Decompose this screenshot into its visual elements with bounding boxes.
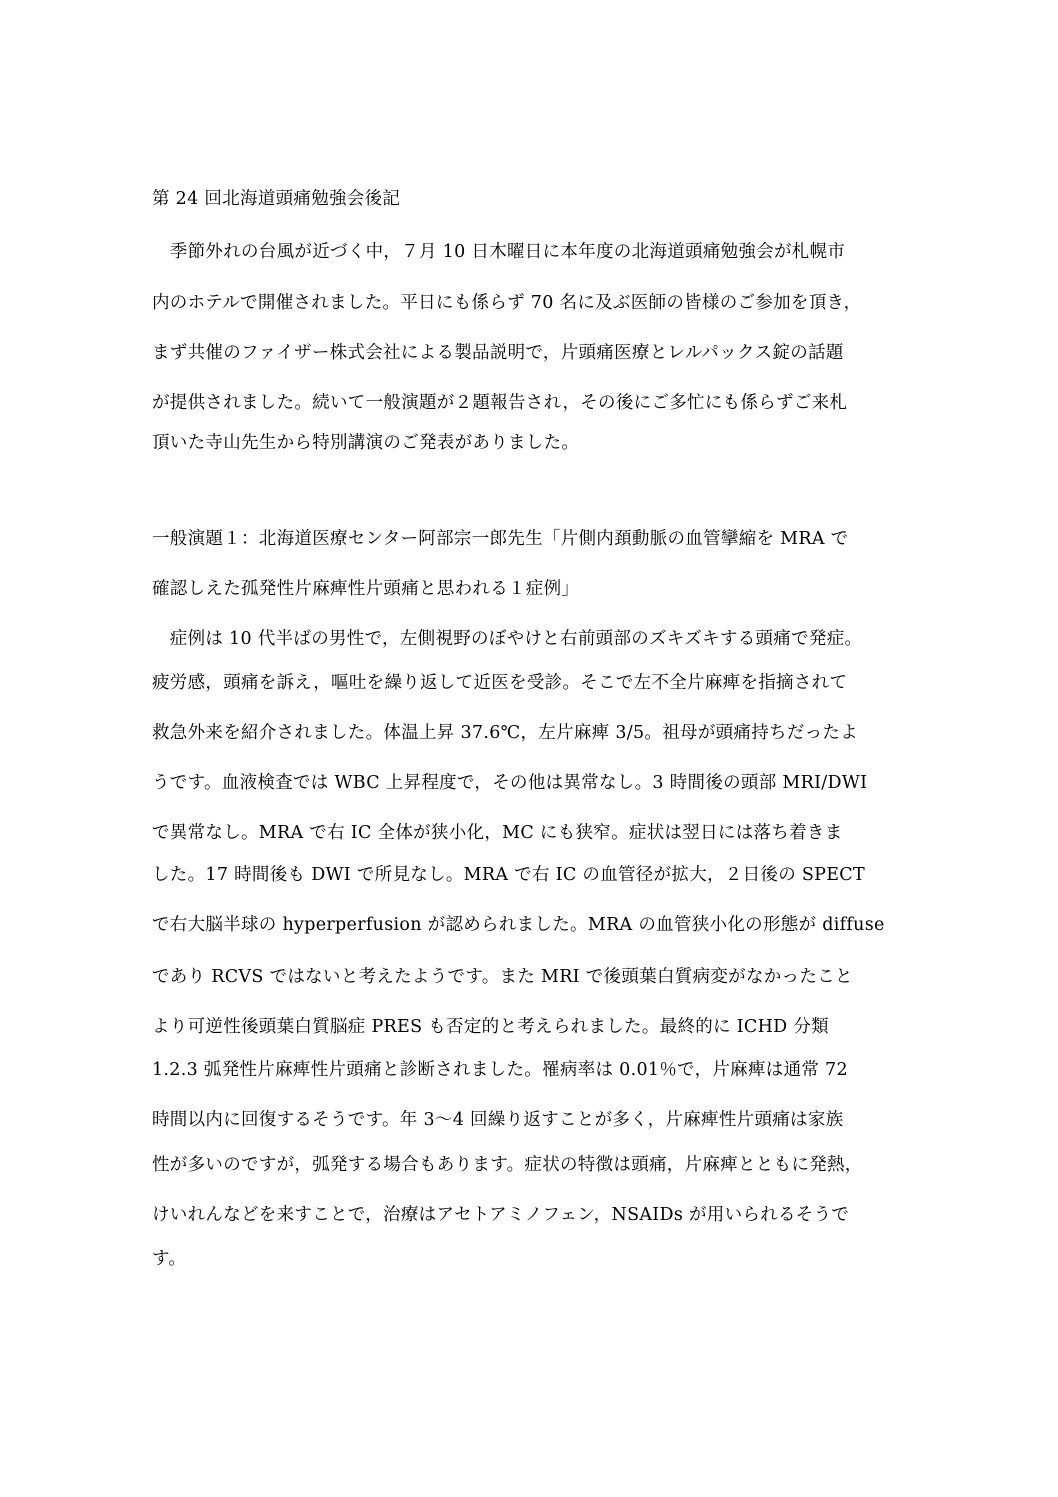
body-line: であり RCVS ではないと考えたようです。また MRI で後頭葉白質病変がなかったこと [152, 967, 853, 987]
body-line: 時間以内に回復するそうです。年 3～4 回繰り返すことが多く，片麻痺性片頭痛は家族 [152, 1110, 844, 1130]
body-line: 救急外来を紹介されました。体温上昇 37.6℃，左片麻痺 3/5。祖母が頭痛持ちだったよ [152, 723, 859, 743]
body-line: うです。血液検査では WBC 上昇程度で，その他は異常なし。3 時間後の頭部 MRI/DWI [152, 773, 868, 793]
body-line: 症例は 10 代半ばの男性で，左側視野のぼやけと右前頭部のズキズキする頭痛で発症。 [152, 629, 863, 649]
intro-line: 内のホテルで開催されました。平日にも係らず 70 名に及ぶ医師の皆様のご参加を頂き， [152, 293, 862, 313]
intro-line: 季節外れの台風が近づく中，７月 10 日木曜日に本年度の北海道頭痛勉強会が札幌市 [152, 242, 846, 262]
body-line: より可逆性後頭葉白質脳症 PRES も否定的と考えられました。最終的に ICHD 分類 [152, 1017, 829, 1037]
body-line: 1.2.3 弧発性片麻痺性片頭痛と診断されました。罹病率は 0.01％で，片麻痺は通常 72 [152, 1060, 848, 1080]
intro-line: が提供されました。続いて一般演題が２題報告され，その後にご多忙にも係らずご来札 [152, 393, 848, 413]
body-line: す。 [152, 1249, 187, 1269]
body-line: 疲労感，頭痛を訴え，嘔吐を繰り返して近医を受診。そこで左不全片麻痺を指摘されて [152, 673, 848, 693]
document-title: 第 24 回北海道頭痛勉強会後記 [152, 189, 401, 209]
body-line: で右大脳半球の hyperperfusion が認められました。MRA の血管狭小化の形態が diffuse [152, 915, 885, 935]
body-line: 性が多いのですが，弧発する場合もあります。症状の特徴は頭痛，片麻痺とともに発熱， [152, 1155, 863, 1175]
intro-line: まず共催のファイザー株式会社による製品説明で，片頭痛医療とレルパックス錠の話題 [152, 343, 844, 363]
section1-heading-line: 一般演題１：北海道医療センター阿部宗一郎先生「片側内頚動脈の血管攣縮を MRA で [152, 529, 849, 549]
body-line: した。17 時間後も DWI で所見なし。MRA で右 IC の血管径が拡大，２日後の SPECT [152, 865, 865, 885]
body-line: けいれんなどを来すことで，治療はアセトアミノフェン，NSAIDs が用いられるそうで [152, 1205, 850, 1225]
section1-heading-line: 確認しえた孤発性片麻痺性片頭痛と思われる１症例」 [152, 579, 580, 599]
intro-line: 頂いた寺山先生から特別講演のご発表がありました。 [152, 433, 580, 453]
body-line: で異常なし。MRA で右 IC 全体が狭小化，MC にも狭窄。症状は翌日には落ち着きま [152, 823, 843, 843]
